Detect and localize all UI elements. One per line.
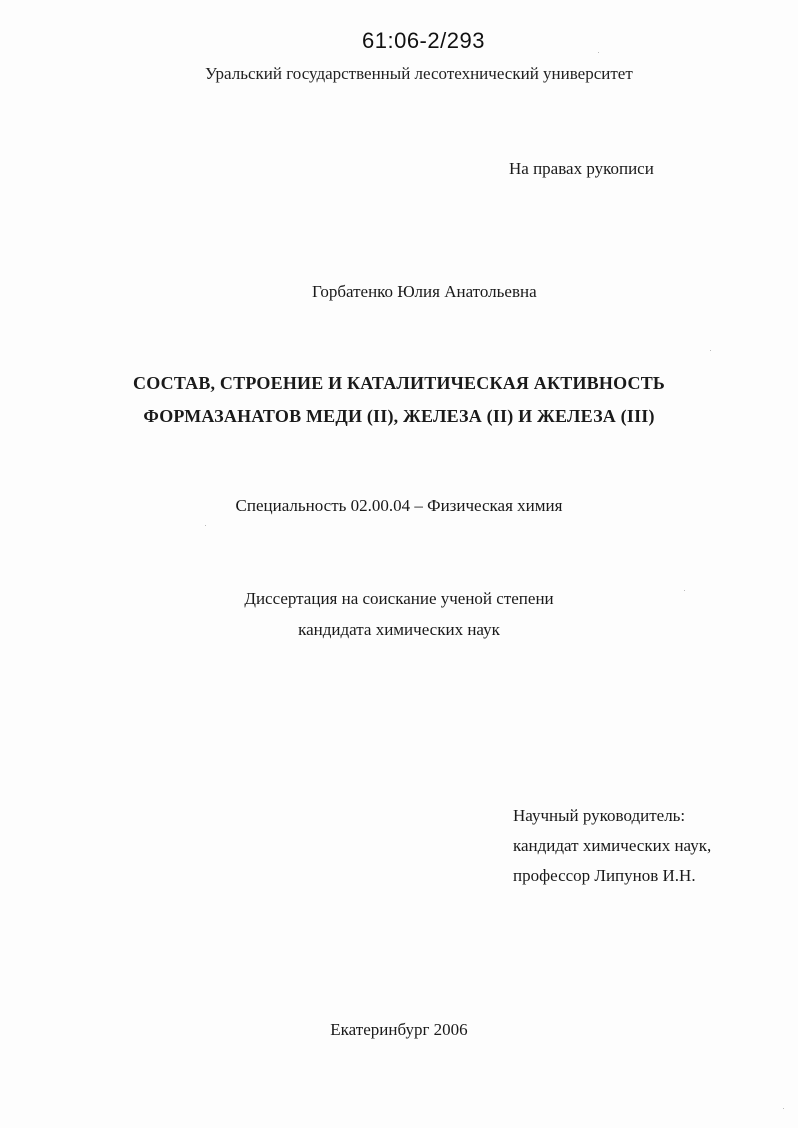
city-and-year: Екатеринбург 2006 (330, 1020, 468, 1039)
supervisor-name: профессор Липунов И.Н. (513, 866, 696, 885)
scan-speck (205, 525, 206, 526)
scan-speck (684, 590, 685, 591)
specialty-line: Специальность 02.00.04 – Физическая химия (235, 496, 563, 515)
thesis-title-line-1: СОСТАВ, СТРОЕНИЕ И КАТАЛИТИЧЕСКАЯ АКТИВНОСТЬ (133, 373, 665, 393)
scan-speck (783, 1108, 784, 1109)
supervisor-heading: Научный руководитель: (513, 806, 686, 825)
author-name: Горбатенко Юлия Анатольевна (312, 282, 537, 301)
university-name: Уральский государственный лесотехнический университет (205, 64, 633, 83)
dissertation-degree-line-1: Диссертация на соискание ученой степени (244, 589, 554, 608)
supervisor-degree: кандидат химических наук, (513, 836, 712, 855)
scan-speck (710, 350, 711, 351)
archive-stamp-number: 61:06-2/293 (362, 28, 485, 53)
dissertation-degree-line-2: кандидата химических наук (298, 620, 500, 639)
manuscript-rights-note: На правах рукописи (509, 159, 654, 178)
scan-speck (598, 52, 599, 53)
thesis-title-line-2: ФОРМАЗАНАТОВ МЕДИ (II), ЖЕЛЕЗА (II) И ЖЕЛЕЗА (III) (143, 406, 655, 426)
